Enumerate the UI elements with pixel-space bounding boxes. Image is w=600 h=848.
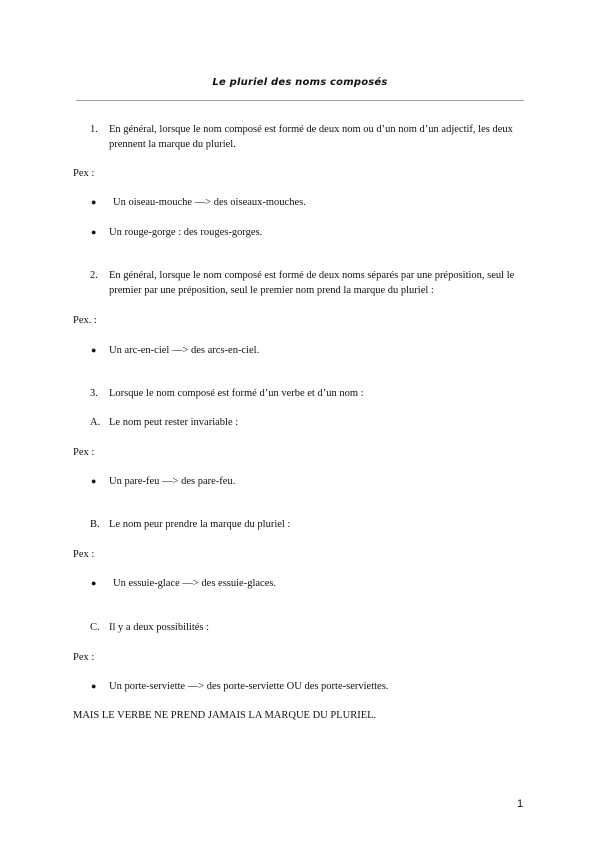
page-title: Le pluriel des noms composés [212,77,388,88]
bullet-icon: ● [91,227,97,237]
bullet-icon: ● [91,476,97,486]
subsection-a-text: Le nom peut rester invariable : [109,417,239,428]
page-number: 1 [517,798,524,810]
subsection-c-text: Il y a deux possibilités : [109,622,210,633]
subsection-c-example-1: Un porte-serviette —> des porte-serviette OU des porte-serviettes. [109,681,389,692]
section-2-text: En général, lorsque le nom composé est formé de deux noms séparés par une préposition, seul le premier par une préposition, seul le premier nom prend la marque du pluriel : [109,270,515,296]
section-1-example-label: Pex : [73,168,95,179]
subsection-b-text: Le nom peur prendre la marque du pluriel : [109,519,291,530]
subsection-c-example-label: Pex : [73,652,95,663]
section-3-number: 3. [90,388,98,399]
subsection-b-letter: B. [90,519,100,530]
subsection-a-example-label: Pex : [73,447,95,458]
subsection-a-letter: A. [90,417,101,428]
section-1-example-2: Un rouge-gorge : des rouges-gorges. [109,227,263,238]
title-divider [76,100,524,101]
section-2-example-1: Un arc-en-ciel —> des arcs-en-ciel. [109,345,260,356]
bullet-icon: ● [91,197,97,207]
subsection-c-letter: C. [90,622,100,633]
section-3-text: Lorsque le nom composé est formé d’un verbe et d’un nom : [109,388,364,399]
bullet-icon: ● [91,345,97,355]
subsection-b-example-1: Un essuie-glace —> des essuie-glaces. [113,578,277,589]
closing-note: MAIS LE VERBE NE PREND JAMAIS LA MARQUE DU PLURIEL. [73,710,377,721]
section-1-example-1: Un oiseau-mouche —> des oiseaux-mouches. [113,197,306,208]
bullet-icon: ● [91,578,97,588]
subsection-b-example-label: Pex : [73,549,95,560]
section-2-example-label: Pex. : [73,315,97,326]
section-1-text: En général, lorsque le nom composé est formé de deux nom ou d’un nom d’un adjectif, les deux prennent la marque du pluriel. [109,124,513,150]
section-1-number: 1. [90,124,98,135]
bullet-icon: ● [91,681,97,691]
section-2-number: 2. [90,270,98,281]
subsection-a-example-1: Un pare-feu —> des pare-feu. [109,476,236,487]
